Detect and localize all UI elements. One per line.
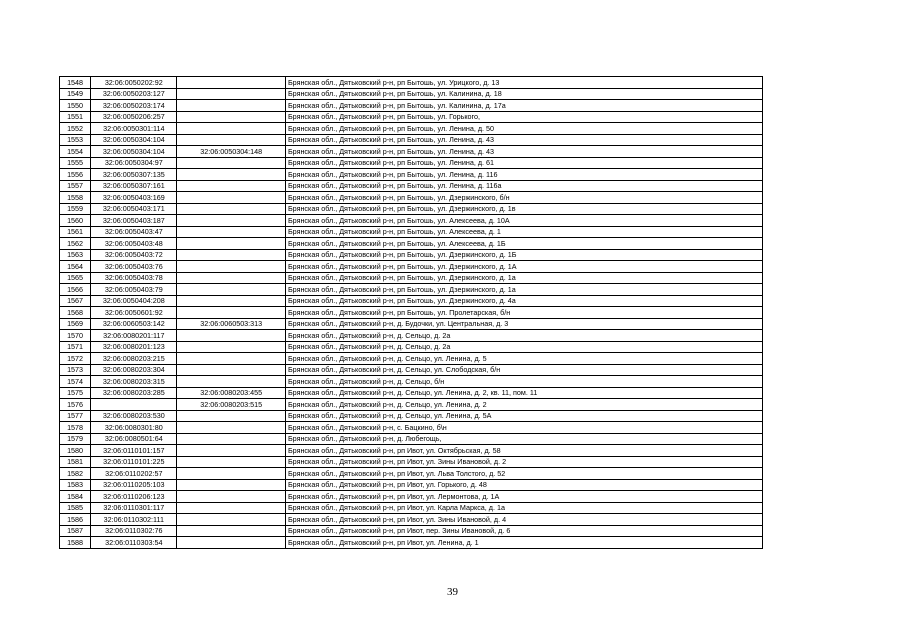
object-cadastral-number-cell: 32:06:0050304:148	[177, 146, 285, 158]
row-number-cell: 1564	[60, 261, 91, 273]
address-cell: Брянская обл., Дятьковский р-н, д. Сельцо, д. 2а	[285, 330, 762, 342]
cadastral-number-cell: 32:06:0080203:285	[91, 387, 177, 399]
table-row	[60, 387, 763, 399]
table-row	[60, 284, 763, 296]
address-cell: Брянская обл., Дятьковский р-н, рп Бытошь, ул. Дзержинского, д. 1Б	[285, 249, 762, 261]
object-cadastral-number-cell	[177, 100, 285, 112]
cadastral-number-cell: 32:06:0110101:225	[91, 456, 177, 468]
address-cell: Брянская обл., Дятьковский р-н, рп Ивот, ул. Октябрьская, д. 58	[285, 445, 762, 457]
object-cadastral-number-cell	[177, 169, 285, 181]
cadastral-number-cell: 32:06:0050403:79	[91, 284, 177, 296]
address-cell: Брянская обл., Дятьковский р-н, д. Сельцо, ул. Ленина, д. 2, кв. 11, пом. 11	[285, 387, 762, 399]
cadastral-number-cell: 32:06:0110206:123	[91, 491, 177, 503]
address-cell: Брянская обл., Дятьковский р-н, рп Бытошь, ул. Дзержинского, д. 1а	[285, 272, 762, 284]
object-cadastral-number-cell	[177, 341, 285, 353]
address-cell: Брянская обл., Дятьковский р-н, рп Бытошь, ул. Ленина, д. 43	[285, 146, 762, 158]
object-cadastral-number-cell	[177, 537, 285, 549]
row-number-cell: 1556	[60, 169, 91, 181]
object-cadastral-number-cell	[177, 445, 285, 457]
row-number-cell: 1576	[60, 399, 91, 411]
cadastral-number-cell: 32:06:0080203:304	[91, 364, 177, 376]
row-number-cell: 1557	[60, 180, 91, 192]
cadastral-number-cell: 32:06:0080203:530	[91, 410, 177, 422]
address-cell: Брянская обл., Дятьковский р-н, рп Бытошь, ул. Алексеева, д. 1Б	[285, 238, 762, 250]
cadastral-number-cell: 32:06:0080301:80	[91, 422, 177, 434]
object-cadastral-number-cell	[177, 295, 285, 307]
address-cell: Брянская обл., Дятьковский р-н, рп Ивот, ул. Ленина, д. 1	[285, 537, 762, 549]
object-cadastral-number-cell	[177, 261, 285, 273]
address-cell: Брянская обл., Дятьковский р-н, д. Сельцо, б/н	[285, 376, 762, 388]
cadastral-number-cell: 32:06:0110302:76	[91, 525, 177, 537]
cadastral-number-cell: 32:06:0110302:111	[91, 514, 177, 526]
cadastral-number-cell: 32:06:0050202:92	[91, 77, 177, 89]
object-cadastral-number-cell	[177, 433, 285, 445]
address-cell: Брянская обл., Дятьковский р-н, рп Ивот, ул. Карла Маркса, д. 1а	[285, 502, 762, 514]
address-cell: Брянская обл., Дятьковский р-н, рп Ивот, ул. Лермонтова, д. 1А	[285, 491, 762, 503]
row-number-cell: 1561	[60, 226, 91, 238]
table-row	[60, 376, 763, 388]
object-cadastral-number-cell	[177, 422, 285, 434]
row-number-cell: 1572	[60, 353, 91, 365]
object-cadastral-number-cell	[177, 468, 285, 480]
cadastral-number-cell: 32:06:0050403:171	[91, 203, 177, 215]
address-cell: Брянская обл., Дятьковский р-н, рп Бытошь, ул. Ленина, д. 61	[285, 157, 762, 169]
table-row	[60, 502, 763, 514]
cadastral-number-cell: 32:06:0050601:92	[91, 307, 177, 319]
table-row	[60, 422, 763, 434]
table-row	[60, 134, 763, 146]
object-cadastral-number-cell	[177, 272, 285, 284]
cadastral-number-cell: 32:06:0080201:117	[91, 330, 177, 342]
registry-table-body	[60, 77, 763, 549]
table-row	[60, 410, 763, 422]
table-row	[60, 261, 763, 273]
cadastral-number-cell: 32:06:0050403:47	[91, 226, 177, 238]
address-cell: Брянская обл., Дятьковский р-н, д. Сельцо, д. 2а	[285, 341, 762, 353]
table-row	[60, 157, 763, 169]
table-row	[60, 353, 763, 365]
cadastral-number-cell: 32:06:0080501:64	[91, 433, 177, 445]
row-number-cell: 1568	[60, 307, 91, 319]
row-number-cell: 1548	[60, 77, 91, 89]
address-cell: Брянская обл., Дятьковский р-н, рп Бытошь, ул. Ленина, д. 116	[285, 169, 762, 181]
address-cell: Брянская обл., Дятьковский р-н, рп Бытошь, ул. Дзержинского, д. 1в	[285, 203, 762, 215]
object-cadastral-number-cell	[177, 123, 285, 135]
object-cadastral-number-cell	[177, 192, 285, 204]
cadastral-number-cell: 32:06:0080203:215	[91, 353, 177, 365]
address-cell: Брянская обл., Дятьковский р-н, д. Сельцо, ул. Ленина, д. 5А	[285, 410, 762, 422]
table-row	[60, 341, 763, 353]
table-row	[60, 272, 763, 284]
address-cell: Брянская обл., Дятьковский р-н, рп Бытошь, ул. Ленина, д. 50	[285, 123, 762, 135]
object-cadastral-number-cell	[177, 410, 285, 422]
object-cadastral-number-cell	[177, 491, 285, 503]
cadastral-number-cell: 32:06:0080201:123	[91, 341, 177, 353]
object-cadastral-number-cell: 32:06:0080203:515	[177, 399, 285, 411]
object-cadastral-number-cell	[177, 203, 285, 215]
object-cadastral-number-cell	[177, 376, 285, 388]
object-cadastral-number-cell	[177, 330, 285, 342]
table-row	[60, 111, 763, 123]
table-row	[60, 330, 763, 342]
row-number-cell: 1552	[60, 123, 91, 135]
table-row	[60, 399, 763, 411]
cadastral-number-cell: 32:06:0050304:97	[91, 157, 177, 169]
address-cell: Брянская обл., Дятьковский р-н, рп Бытошь, ул. Ленина, д. 116а	[285, 180, 762, 192]
table-row	[60, 295, 763, 307]
table-row	[60, 192, 763, 204]
address-cell: Брянская обл., Дятьковский р-н, рп Ивот, ул. Льва Толстого, д. 52	[285, 468, 762, 480]
cadastral-number-cell: 32:06:0050307:161	[91, 180, 177, 192]
row-number-cell: 1553	[60, 134, 91, 146]
object-cadastral-number-cell	[177, 353, 285, 365]
address-cell: Брянская обл., Дятьковский р-н, рп Бытошь, ул. Ленина, д. 43	[285, 134, 762, 146]
row-number-cell: 1574	[60, 376, 91, 388]
object-cadastral-number-cell	[177, 514, 285, 526]
row-number-cell: 1573	[60, 364, 91, 376]
cadastral-number-cell: 32:06:0110205:103	[91, 479, 177, 491]
cadastral-number-cell: 32:06:0110101:157	[91, 445, 177, 457]
table-row	[60, 479, 763, 491]
cadastral-number-cell: 32:06:0050203:127	[91, 88, 177, 100]
object-cadastral-number-cell: 32:06:0080203:455	[177, 387, 285, 399]
cadastral-number-cell: 32:06:0050301:114	[91, 123, 177, 135]
object-cadastral-number-cell	[177, 284, 285, 296]
cadastral-number-cell: 32:06:0050403:187	[91, 215, 177, 227]
row-number-cell: 1581	[60, 456, 91, 468]
table-row	[60, 238, 763, 250]
table-row	[60, 180, 763, 192]
address-cell: Брянская обл., Дятьковский р-н, рп Бытошь, ул. Дзержинского, б/н	[285, 192, 762, 204]
address-cell: Брянская обл., Дятьковский р-н, рп Ивот, ул. Зины Ивановой, д. 4	[285, 514, 762, 526]
object-cadastral-number-cell	[177, 215, 285, 227]
object-cadastral-number-cell	[177, 479, 285, 491]
row-number-cell: 1566	[60, 284, 91, 296]
row-number-cell: 1562	[60, 238, 91, 250]
table-row	[60, 468, 763, 480]
cadastral-number-cell: 32:06:0050307:135	[91, 169, 177, 181]
table-row	[60, 445, 763, 457]
cadastral-number-cell	[91, 399, 177, 411]
address-cell: Брянская обл., Дятьковский р-н, рп Ивот, ул. Зины Ивановой, д. 2	[285, 456, 762, 468]
table-row	[60, 456, 763, 468]
row-number-cell: 1588	[60, 537, 91, 549]
cadastral-number-cell: 32:06:0050403:72	[91, 249, 177, 261]
row-number-cell: 1549	[60, 88, 91, 100]
object-cadastral-number-cell	[177, 157, 285, 169]
table-row	[60, 491, 763, 503]
address-cell: Брянская обл., Дятьковский р-н, рп Бытошь, ул. Алексеева, д. 10А	[285, 215, 762, 227]
row-number-cell: 1587	[60, 525, 91, 537]
row-number-cell: 1585	[60, 502, 91, 514]
row-number-cell: 1550	[60, 100, 91, 112]
table-row	[60, 525, 763, 537]
cadastral-number-cell: 32:06:0110202:57	[91, 468, 177, 480]
table-row	[60, 226, 763, 238]
address-cell: Брянская обл., Дятьковский р-н, рп Бытошь, ул. Дзержинского, д. 4а	[285, 295, 762, 307]
cadastral-number-cell: 32:06:0050403:48	[91, 238, 177, 250]
object-cadastral-number-cell	[177, 249, 285, 261]
object-cadastral-number-cell	[177, 307, 285, 319]
address-cell: Брянская обл., Дятьковский р-н, рп Бытошь, ул. Урицкого, д. 13	[285, 77, 762, 89]
object-cadastral-number-cell	[177, 238, 285, 250]
row-number-cell: 1584	[60, 491, 91, 503]
address-cell: Брянская обл., Дятьковский р-н, рп Бытошь, ул. Дзержинского, д. 1А	[285, 261, 762, 273]
address-cell: Брянская обл., Дятьковский р-н, д. Любегощь,	[285, 433, 762, 445]
row-number-cell: 1582	[60, 468, 91, 480]
object-cadastral-number-cell	[177, 502, 285, 514]
row-number-cell: 1555	[60, 157, 91, 169]
object-cadastral-number-cell	[177, 364, 285, 376]
cadastral-number-cell: 32:06:0110301:117	[91, 502, 177, 514]
table-row	[60, 88, 763, 100]
cadastral-number-cell: 32:06:0050403:78	[91, 272, 177, 284]
object-cadastral-number-cell	[177, 456, 285, 468]
address-cell: Брянская обл., Дятьковский р-н, д. Сельцо, ул. Слободская, б/н	[285, 364, 762, 376]
address-cell: Брянская обл., Дятьковский р-н, рп Бытошь, ул. Дзержинского, д. 1а	[285, 284, 762, 296]
row-number-cell: 1577	[60, 410, 91, 422]
row-number-cell: 1570	[60, 330, 91, 342]
table-row	[60, 169, 763, 181]
address-cell: Брянская обл., Дятьковский р-н, рп Бытошь, ул. Пролетарская, б/н	[285, 307, 762, 319]
cadastral-number-cell: 32:06:0050304:104	[91, 134, 177, 146]
table-row	[60, 123, 763, 135]
object-cadastral-number-cell	[177, 525, 285, 537]
cadastral-number-cell: 32:06:0050403:76	[91, 261, 177, 273]
table-row	[60, 100, 763, 112]
table-row	[60, 307, 763, 319]
object-cadastral-number-cell: 32:06:0060503:313	[177, 318, 285, 330]
cadastral-number-cell: 32:06:0050404:208	[91, 295, 177, 307]
row-number-cell: 1571	[60, 341, 91, 353]
table-row	[60, 537, 763, 549]
cadastral-number-cell: 32:06:0050403:169	[91, 192, 177, 204]
cadastral-number-cell: 32:06:0050203:174	[91, 100, 177, 112]
cadastral-number-cell: 32:06:0060503:142	[91, 318, 177, 330]
row-number-cell: 1551	[60, 111, 91, 123]
address-cell: Брянская обл., Дятьковский р-н, д. Сельцо, ул. Ленина, д. 5	[285, 353, 762, 365]
table-row	[60, 203, 763, 215]
object-cadastral-number-cell	[177, 111, 285, 123]
table-row	[60, 249, 763, 261]
table-row	[60, 146, 763, 158]
row-number-cell: 1554	[60, 146, 91, 158]
address-cell: Брянская обл., Дятьковский р-н, д. Будочки, ул. Центральная, д. 3	[285, 318, 762, 330]
table-row	[60, 215, 763, 227]
cadastral-number-cell: 32:06:0080203:315	[91, 376, 177, 388]
row-number-cell: 1586	[60, 514, 91, 526]
object-cadastral-number-cell	[177, 77, 285, 89]
table-row	[60, 318, 763, 330]
table-row	[60, 514, 763, 526]
address-cell: Брянская обл., Дятьковский р-н, рп Бытошь, ул. Алексеева, д. 1	[285, 226, 762, 238]
row-number-cell: 1560	[60, 215, 91, 227]
table-row	[60, 77, 763, 89]
object-cadastral-number-cell	[177, 180, 285, 192]
object-cadastral-number-cell	[177, 88, 285, 100]
object-cadastral-number-cell	[177, 134, 285, 146]
row-number-cell: 1567	[60, 295, 91, 307]
row-number-cell: 1580	[60, 445, 91, 457]
row-number-cell: 1558	[60, 192, 91, 204]
row-number-cell: 1565	[60, 272, 91, 284]
address-cell: Брянская обл., Дятьковский р-н, рп Ивот, пер. Зины Ивановой, д. 6	[285, 525, 762, 537]
page-number: 39	[447, 586, 458, 598]
address-cell: Брянская обл., Дятьковский р-н, с. Бацкино, б\н	[285, 422, 762, 434]
row-number-cell: 1559	[60, 203, 91, 215]
row-number-cell: 1575	[60, 387, 91, 399]
object-cadastral-number-cell	[177, 226, 285, 238]
table-row	[60, 433, 763, 445]
row-number-cell: 1583	[60, 479, 91, 491]
cadastral-number-cell: 32:06:0110303:54	[91, 537, 177, 549]
table-row	[60, 364, 763, 376]
address-cell: Брянская обл., Дятьковский р-н, рп Бытошь, ул. Калинина, д. 17а	[285, 100, 762, 112]
address-cell: Брянская обл., Дятьковский р-н, рп Ивот, ул. Горького, д. 48	[285, 479, 762, 491]
cadastral-number-cell: 32:06:0050304:104	[91, 146, 177, 158]
row-number-cell: 1579	[60, 433, 91, 445]
row-number-cell: 1578	[60, 422, 91, 434]
address-cell: Брянская обл., Дятьковский р-н, рп Бытошь, ул. Горького,	[285, 111, 762, 123]
registry-table	[59, 76, 763, 549]
address-cell: Брянская обл., Дятьковский р-н, рп Бытошь, ул. Калинина, д. 18	[285, 88, 762, 100]
address-cell: Брянская обл., Дятьковский р-н, д. Сельцо, ул. Ленина, д. 2	[285, 399, 762, 411]
cadastral-number-cell: 32:06:0050206:257	[91, 111, 177, 123]
row-number-cell: 1563	[60, 249, 91, 261]
row-number-cell: 1569	[60, 318, 91, 330]
